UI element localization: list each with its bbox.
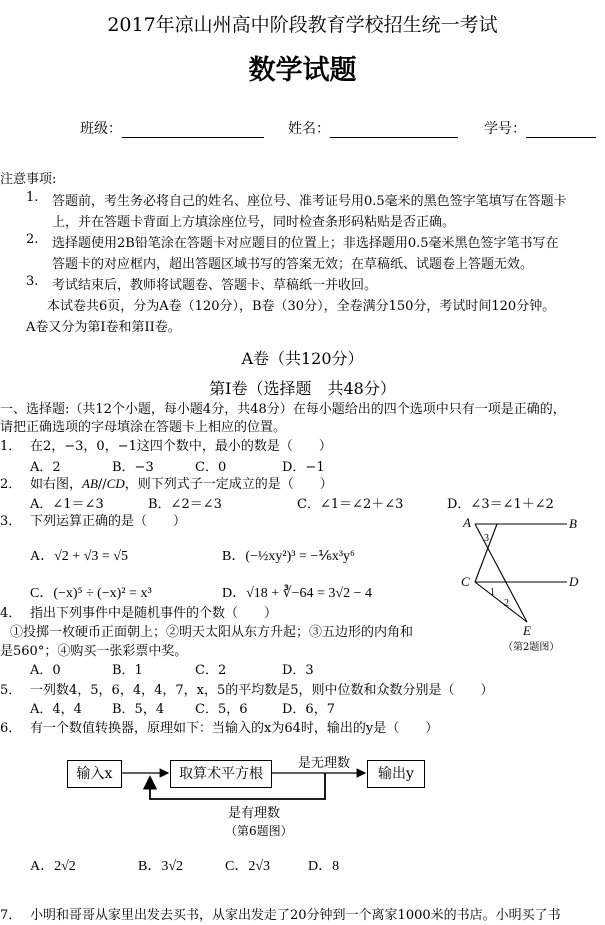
- figure2-angle-3: 3: [484, 533, 489, 544]
- q2-stem-pre: 如右图，: [30, 477, 83, 492]
- q1-number: 1．: [0, 439, 22, 454]
- notice-3-line-1: 考试结束后，教师将试题卷、答题卡、草稿纸一并收回。: [52, 278, 378, 293]
- name-label: 姓名：: [288, 121, 330, 137]
- notice-num-1: 1.: [26, 190, 39, 205]
- q2-stem-post: ，则下列式子一定成立的是（ ）: [124, 477, 333, 492]
- figure2-label-d: D: [569, 574, 579, 589]
- figure2-label-e: E: [523, 623, 531, 638]
- q3-b-rhs: = −⅙x³y⁶: [298, 549, 355, 564]
- instructions-line-1: 一、选择题:（共12个小题，每小题4分，共48分）在每小题给出的四个选项中只有一项是正确的，: [0, 402, 566, 417]
- q5-option-b: B．5，4: [112, 702, 165, 717]
- exam-title: 2017年凉山州高中阶段教育学校招生统一考试: [107, 14, 498, 36]
- q6-number: 6．: [0, 721, 22, 736]
- notice-2-line-1: 选择题使用2B铅笔涂在答题卡对应题目的位置上；非选择题用0.5毫米黑色签字笔书写在: [52, 236, 559, 251]
- figure2-label-c: C: [461, 574, 470, 589]
- class-label: 班级：: [80, 121, 122, 137]
- q3-a-expr: √2 + √3 = √5: [54, 549, 128, 564]
- q3-b-lhs: (−½xy²)³: [245, 549, 296, 564]
- q4-option-d: D．3: [282, 663, 314, 678]
- id-field: [484, 118, 596, 138]
- figure2-angle-2: 2: [504, 598, 509, 609]
- name-blank[interactable]: [330, 122, 458, 138]
- figure6-rational-label: 是有理数: [228, 806, 281, 821]
- q2-var-cd: CD: [106, 476, 125, 491]
- figure6-process-box: 取算术平方根: [170, 760, 272, 788]
- line-ce: [475, 582, 527, 622]
- q3-c-expr: (−x)⁵ ÷ (−x)² = x³: [53, 586, 152, 601]
- q3-d-expr: √18 + ∛−64 = 3√2 − 4: [246, 586, 372, 601]
- q2-parallel: //: [97, 477, 107, 492]
- q4-stem: 指出下列事件中是随机事件的个数（ ）: [30, 606, 278, 621]
- section-a-title: A卷（共120分）: [241, 349, 364, 368]
- q2-number: 2．: [0, 477, 22, 492]
- q2-option-a: A．∠1＝∠3: [30, 497, 104, 512]
- q7-number: 7．: [0, 908, 22, 923]
- subject-title: 数学试题: [248, 55, 357, 86]
- class-blank[interactable]: [122, 122, 264, 138]
- q5-option-a: A．4，4: [30, 702, 82, 717]
- figure2-caption: （第2题图）: [503, 642, 560, 653]
- q6-option-b: B．3√2: [138, 859, 184, 874]
- line-ae: [475, 524, 527, 622]
- q1-option-a: A．2: [30, 460, 61, 475]
- figure6-input-box: 输入x: [67, 760, 122, 788]
- id-blank[interactable]: [526, 122, 596, 138]
- q1-stem: 在2，−3，0，−1这四个数中，最小的数是（ ）: [30, 439, 332, 454]
- q3-option-c: [30, 582, 152, 602]
- class-field: [80, 118, 264, 138]
- notice-2-line-2: 答题卡的对应框内，超出答题区域书写的答案无效；在草稿纸、试题卷上答题无效。: [52, 257, 534, 272]
- figure6-irrational-label: 是无理数: [298, 756, 351, 771]
- paper-info-2: A卷又分为第I卷和第II卷。: [26, 320, 181, 335]
- figure6-output-box: 输出y: [367, 760, 425, 788]
- q2-option-c: C．∠1＝∠2＋∠3: [297, 497, 404, 512]
- q4-line-3: 是560°；④购买一张彩票中奖。: [0, 644, 188, 659]
- q5-stem: 一列数4，5，6，4，4，7，x，5的平均数是5，则中位数和众数分别是（ ）: [30, 683, 494, 698]
- q3-number: 3．: [0, 514, 22, 529]
- notice-1-line-1: 答题前，考生务必将自己的姓名、座位号、准考证号用0.5毫米的黑色签字笔填写在答题卡: [52, 194, 567, 209]
- part1-title: 第Ⅰ卷（选择题 共48分）: [209, 379, 396, 398]
- q3-d-label: D．: [222, 586, 247, 601]
- notice-num-3: 3.: [26, 274, 39, 289]
- q5-option-c: C．5，6: [195, 702, 248, 717]
- figure2-diagram: [455, 512, 595, 657]
- figure2-angle-1: 1: [490, 587, 495, 598]
- q3-option-d: [222, 582, 372, 602]
- q1-option-b: B．−3: [112, 460, 154, 475]
- q1-option-c: C．0: [195, 460, 227, 475]
- q6-option-d: D．8: [308, 859, 340, 874]
- figure2-label-b: B: [569, 516, 577, 531]
- notice-num-2: 2.: [26, 232, 39, 247]
- q4-option-a: A．0: [30, 663, 61, 678]
- q4-option-c: C．2: [195, 663, 227, 678]
- q2-var-ab: AB: [82, 476, 98, 491]
- figure6-caption: （第6题图）: [225, 824, 293, 838]
- q3-b-label: B．: [222, 549, 246, 564]
- figure2-label-a: A: [463, 515, 471, 530]
- q6-option-c: C．2√3: [225, 859, 271, 874]
- id-label: 学号：: [484, 121, 526, 137]
- q3-a-label: A．: [30, 549, 55, 564]
- q1-option-d: D．−1: [282, 460, 325, 475]
- q6-option-a: A．2√2: [30, 859, 76, 874]
- q3-option-b: [222, 545, 355, 565]
- name-field: [288, 118, 458, 138]
- q4-line-2: ①投掷一枚硬币正面朝上；②明天太阳从东方升起；③五边形的内角和: [10, 625, 414, 640]
- q5-number: 5．: [0, 683, 22, 698]
- q4-option-b: B．1: [112, 663, 143, 678]
- q6-stem: 有一个数值转换器，原理如下：当输入的x为64时，输出的y是（ ）: [30, 721, 439, 736]
- q3-c-label: C．: [30, 586, 54, 601]
- q5-option-d: D．6，7: [282, 702, 335, 717]
- q4-number: 4．: [0, 606, 22, 621]
- notice-title: 注意事项:: [0, 172, 57, 187]
- notice-1-line-2: 上，并在答题卡背面上方填涂座位号，同时检查条形码粘贴是否正确。: [52, 215, 456, 230]
- q3-stem: 下列运算正确的是（ ）: [30, 514, 187, 529]
- q2-option-d: D．∠3＝∠1＋∠2: [447, 497, 554, 512]
- q2-stem: [30, 473, 333, 492]
- q7-stem: 小明和哥哥从家里出发去买书，从家出发走了20分钟到一个离家1000米的书店。小明买了书: [30, 908, 561, 923]
- paper-info-1: 本试卷共6页，分为A卷（120分），B卷（30分），全卷满分150分，考试时间120分钟。: [47, 299, 556, 314]
- q3-option-a: [30, 545, 128, 565]
- q2-option-b: B．∠2＝∠3: [148, 497, 222, 512]
- instructions-line-2: 请把正确选项的字母填涂在答题卡上相应的位置。: [0, 420, 287, 435]
